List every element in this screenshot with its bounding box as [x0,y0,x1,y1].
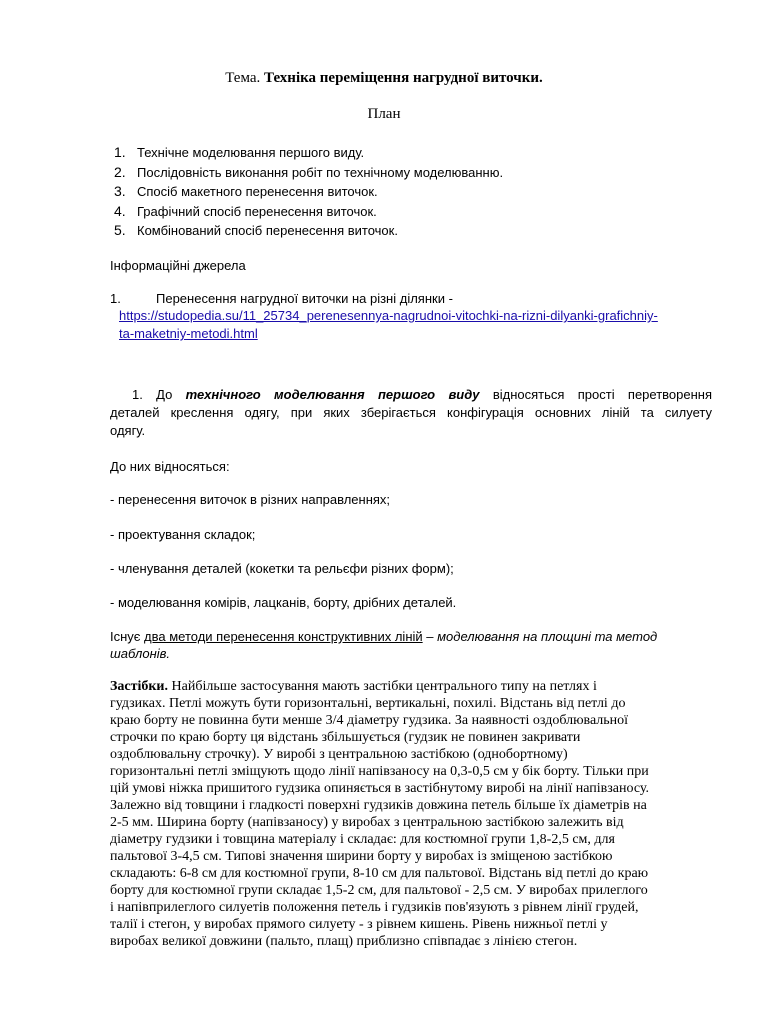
bullet-item: - моделювання комірів, лацканів, борту, дрібних деталей. [110,595,457,610]
plan-item-text: Послідовність виконання робіт по технічному моделюванню. [137,164,504,180]
plan-heading: План [367,106,401,122]
section1-emphasis: технічного моделювання першого виду [185,387,480,402]
bullet-item: - проектування складок; [110,527,256,542]
fasteners-line: оздоблювальну строчку). У виробі з центральною застібкою (однобортному) [110,747,568,762]
plan-item-number: 4. [114,202,126,219]
plan-item-number: 2. [114,163,126,180]
plan-item [114,202,503,222]
fasteners-line: строчки по краю борту ця відстань збільшується (гудзик не повинен закривати [110,730,581,745]
fasteners-line: 2-5 мм. Ширина борту (напівзаносу) у виробах з центральною застібкою залежить від [110,815,624,830]
methods-italic-2: шаблонів. [110,646,171,661]
fasteners-line: борту для костюмної групи складає 1,5-2 см, для пальтової - 2,5 см. У виробах прилеглого [110,883,648,898]
section1-line2: деталей креслення одягу, при яких зберігається конфігурація основних ліній та силуету [110,405,712,420]
methods-italic: моделювання на площині та метод [437,629,658,644]
methods-line1 [110,629,657,644]
plan-item-number: 5. [114,222,126,238]
plan-list [114,143,503,241]
fasteners-line: складають: 6-8 см для костюмної групи, 8-10 см для пальтової. Відстань від петлі до краю [110,866,649,881]
plan-item [114,182,503,202]
fasteners-line: краю борту не повинна бути менше 3/4 діаметру гудзика. За наявності оздоблювальної [110,713,629,728]
plan-item-number: 1. [114,144,126,160]
methods-underlined: два методи перенесення конструктивних ліній [144,629,423,644]
methods-dash: – [422,629,438,644]
fasteners-text: Найбільше застосування мають застібки центрального типу на петлях і [168,679,597,694]
section1-line3: одягу. [110,423,146,438]
title-prefix: Тема. [225,70,265,86]
source-item-text: Перенесення нагрудної виточки на різні ділянки - [156,291,453,306]
fasteners-heading: Застібки. [110,679,169,694]
fasteners-line: талії і стегон, у виробах прямого силуету - з рівнем кишень. Рівень нижньої петлі у [110,917,608,932]
plan-item [114,221,503,241]
source-item-number: 1. [110,291,121,306]
plan-item [114,143,503,163]
sources-heading: Інформаційні джерела [110,258,246,273]
methods-prefix: Існує [110,629,145,644]
plan-item-number: 3. [114,183,126,199]
source-link-line2[interactable]: ta-maketniy-metodi.html [119,326,258,341]
section1-line1-rest: відносяться прості перетворення [479,387,713,402]
bullet-item: - членування деталей (кокетки та рельєфи різних форм); [110,561,454,576]
fasteners-line [110,679,597,695]
fasteners-line: діаметру гудзики і товщина матеріалу і складає: для костюмної групи 1,8-2,5 см, для [110,832,615,847]
fasteners-line: і напівприлеглого силуетів положення петель і гудзиків пов'язують з рівнем лінії грудей, [110,900,639,915]
fasteners-line: цій умові ніжка пришитого гудзика опиняється в застібнутому виробі на лінії напівзаносу. [110,781,649,796]
section1-line1 [110,387,712,402]
fasteners-line: гудзиках. Петлі можуть бути горизонтальні, вертикальні, похилі. Відстань від петлі до [110,696,626,711]
title-bold: Техніка переміщення нагрудної виточки. [264,70,543,86]
section1-number: 1. До [132,387,186,402]
plan-item [114,163,503,183]
plan-item-text: Спосіб макетного перенесення виточок. [137,184,378,199]
bullet-item: - перенесення виточок в різних направленнях; [110,492,391,507]
plan-item-text: Графічний спосіб перенесення виточок. [137,203,377,219]
methods-line2 [110,646,170,661]
plan-item-text: Комбінований спосіб перенесення виточок. [137,223,398,238]
fasteners-line: виробах великої довжини (пальто, плащ) приблизно співпадає з лінією стегон. [110,934,578,949]
list-intro: До них відносяться: [110,459,230,474]
page-title [0,70,768,87]
fasteners-line: Залежно від товщини і гладкості поверхні гудзиків довжина петель більше їх діаметрів на [110,798,647,813]
fasteners-line: пальтової 3-4,5 см. Типові значення ширини борту у виробах із зміщеною застібкою [110,849,613,864]
source-link-line1[interactable]: https://studopedia.su/11_25734_perenesennya-nagrudnoi-vitochki-na-rizni-dilyanki-grafichniy- [119,308,658,323]
fasteners-line: горизонтальні петлі зміщують щодо лінії напівзаносу на 0,3-0,5 см у бік борту. Тільки при [110,764,649,779]
plan-item-text: Технічне моделювання першого виду. [137,145,365,160]
